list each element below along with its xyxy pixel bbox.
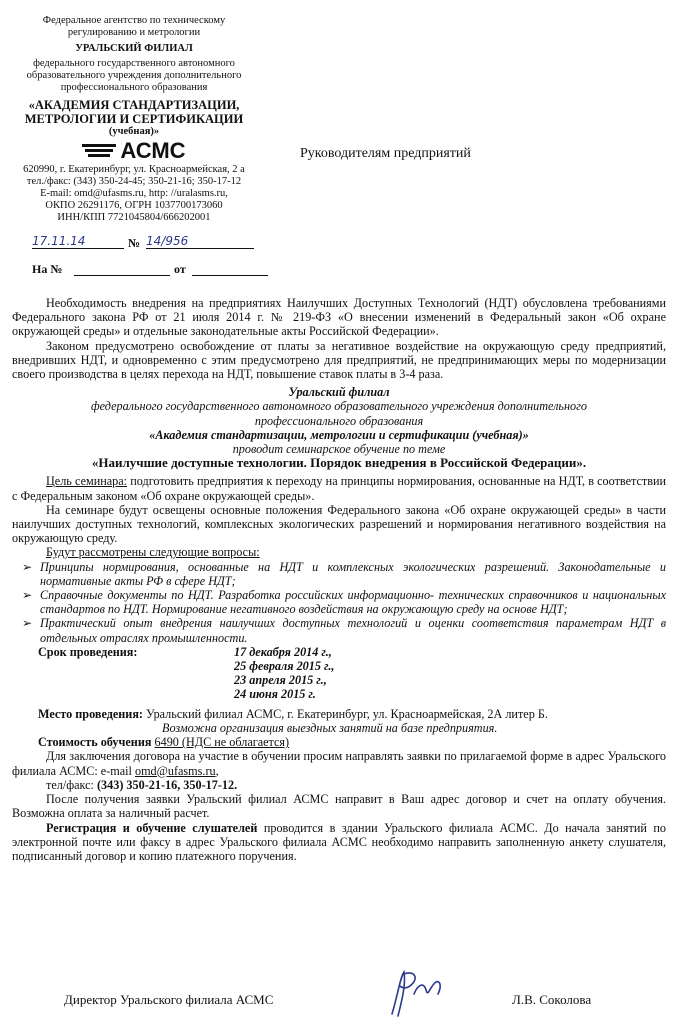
reference-line [32, 262, 268, 278]
place-label: Место проведения: [38, 706, 143, 721]
number-symbol: № [128, 236, 141, 250]
date-item: 23 апреля 2015 г., [234, 673, 327, 688]
institution-line-3: профессионального образования [60, 82, 208, 93]
contract-paragraph [12, 749, 666, 777]
arrow-bullet-icon: ➢ [22, 559, 33, 574]
address-line-5: ИНН/КПП 7721045804/666202001 [57, 212, 211, 223]
list-item [12, 588, 666, 616]
arrow-bullet-icon: ➢ [22, 588, 33, 603]
registration-text: проводится в здании Уральского филиала АСМС. До начала занятий по электронной почте или факсу в адрес Уральского филиала АСМС необходимо направить заполненную анкету слушателя, подписанный договор и копию платежного поручения. [12, 820, 666, 863]
academy-line-1: «АКАДЕМИЯ СТАНДАРТИЗАЦИИ, [28, 98, 240, 112]
paragraph-3 [12, 503, 666, 546]
address-line-4: ОКПО 26291176, ОГРН 1037700173060 [45, 200, 223, 211]
dates-list [234, 645, 334, 702]
reference-date-field [192, 262, 268, 276]
center-announcement: проводит семинарское обучение по теме [232, 442, 446, 457]
seminar-topic: «Наилучшие доступные технологии. Порядок внедрения в Российской Федерации». [91, 455, 587, 471]
seminar-goal [12, 474, 666, 502]
question-text: Справочные документы по НДТ. Разработка российских информационно- технических справочников и национальных стандартов по НДТ. Нормирование негативного воздействия на окружающую среду на основе НДТ; [40, 588, 666, 617]
address-line-3: E-mail: omd@ufasms.ru, http: //uralasms.ru, [40, 188, 228, 199]
goal-text: подготовить предприятия к переходу на принципы нормирования, основанные на НДТ, в соответствии с Федеральным законом «Об охране окружающей среды». [12, 474, 667, 503]
contract-email-link[interactable]: omd@ufasms.ru [134, 763, 216, 778]
registration-paragraph [12, 821, 666, 864]
questions-label: Будут рассмотрены следующие вопросы: [46, 545, 260, 560]
addressee: Руководителям предприятий [300, 146, 471, 161]
registration-label: Регистрация и обучение слушателей [46, 820, 258, 835]
date-item: 25 февраля 2015 г., [234, 659, 335, 674]
agency-line-1: Федеральное агентство по техническому [42, 15, 226, 26]
reference-label: На № [32, 262, 63, 276]
handwritten-date: 17.11.14 [32, 234, 124, 249]
list-item [12, 560, 666, 588]
director-title: Директор Уральского филиала АСМС [64, 992, 274, 1007]
academy-line-3: (учебная)» [108, 126, 160, 137]
date-item: 17 декабря 2014 г., [234, 644, 332, 659]
center-branch: Уральский филиал [288, 385, 390, 400]
question-text: Практический опыт внедрения наилучших доступных технологий и оценки соответствия параметрам НДТ в отдельных отраслях промышленности. [40, 616, 666, 645]
center-institution: федерального государственного автономного образовательного учреждения дополнительного профессионального образования [91, 399, 587, 428]
cost-label: Стоимость обучения [38, 735, 152, 750]
cost-value: 6490 (НДС не облагается) [154, 735, 290, 750]
contract-text: Для заключения договора на участие в обучении просим направлять заявки по прилагаемой форме в адрес Уральского филиала АСМС: e-mail [12, 749, 666, 778]
question-text: Принципы нормирования, основанные на НДТ и комплексных экологических разрешений. Законодательные и нормативные акты РФ в сфере НДТ; [40, 559, 666, 588]
asms-logo-text: АСМС [120, 138, 186, 163]
institution-line-1: федерального государственного автономного [33, 58, 235, 69]
list-item [12, 616, 666, 644]
phone-value: (343) 350-21-16, 350-17-12. [96, 777, 238, 792]
letter-body [12, 296, 666, 863]
asms-logo [8, 140, 260, 162]
paragraph-2-text: Законом предусмотрено освобождение от платы за негативное воздействие на окружающую среду предприятий, внедривших НДТ, и одновременно с этим предусмотрено для предприятий, не предпринимающих меры по модернизации своего производства в целях перехода на НДТ, повышение ставок платы в 3-4 раза. [12, 338, 666, 382]
agency-line-2: регулированию и метрологии [67, 27, 201, 38]
place-text: Уральский филиал АСМС, г. Екатеринбург, ул. Красноармейская, 2А литер Б. [142, 706, 548, 721]
place-note: Возможна организация выездных занятий на базе предприятия. [162, 721, 498, 736]
reference-from-label: от [174, 262, 186, 276]
academy-line-2: МЕТРОЛОГИИ И СЕРТИФИКАЦИИ [24, 112, 244, 126]
asms-logo-icon [82, 142, 116, 160]
paragraph-1-text: Необходимость внедрения на предприятиях Наилучших Доступных Технологий (НДТ) обусловлена требованиями Федерального закона РФ от 21 июля 2014 г. № 219-ФЗ «О внесении изменений в Федеральный закон «Об охране окружающей среды» и отдельные законодательные акты Российской Федерации». [12, 296, 666, 339]
arrow-bullet-icon: ➢ [22, 616, 33, 631]
contract-end: , [215, 763, 219, 778]
questions-list [12, 560, 666, 645]
letterhead [8, 15, 260, 224]
institution-line-2: образовательного учреждения дополнительного [26, 70, 242, 81]
paragraph-1 [12, 296, 666, 339]
outgoing-number-line [32, 236, 256, 252]
seminar-place [12, 707, 666, 721]
branch-name: УРАЛЬСКИЙ ФИЛИАЛ [75, 43, 193, 54]
goal-label: Цель семинара: [46, 474, 128, 489]
after-request-paragraph [12, 792, 666, 820]
after-request-text: После получения заявки Уральский филиал АСМС направит в Ваш адрес договор и счет на оплату обучения. Возможна оплата за наличный расчет. [12, 792, 666, 821]
center-academy: «Академия стандартизации, метрологии и сертификации (учебная)» [149, 427, 529, 442]
director-name: Л.В. Соколова [512, 992, 592, 1007]
handwritten-number: 14/956 [146, 234, 254, 249]
reference-number-field [74, 262, 170, 276]
dates-label: Срок проведения: [38, 644, 138, 659]
date-item: 24 июня 2015 г. [234, 687, 316, 702]
address-line-1: 620990, г. Екатеринбург, ул. Красноармейская, 2 а [23, 164, 245, 175]
paragraph-3-text: На семинаре будут освещены основные положения Федерального закона «Об охране окружающей среды» в части наилучших доступных технологий, комплексных экологических разрешений и нормирования негативного воздействия на окружающую среду. [12, 502, 666, 546]
questions-heading [12, 545, 666, 559]
seminar-cost [12, 735, 666, 749]
address-line-2: тел./факс: (343) 350-24-45; 350-21-16; 350-17-12 [26, 176, 242, 187]
handwritten-signature [380, 964, 450, 1020]
seminar-dates [12, 645, 666, 705]
paragraph-2 [12, 339, 666, 382]
phone-label: тел/факс: [46, 777, 97, 792]
contact-phone [12, 778, 666, 792]
